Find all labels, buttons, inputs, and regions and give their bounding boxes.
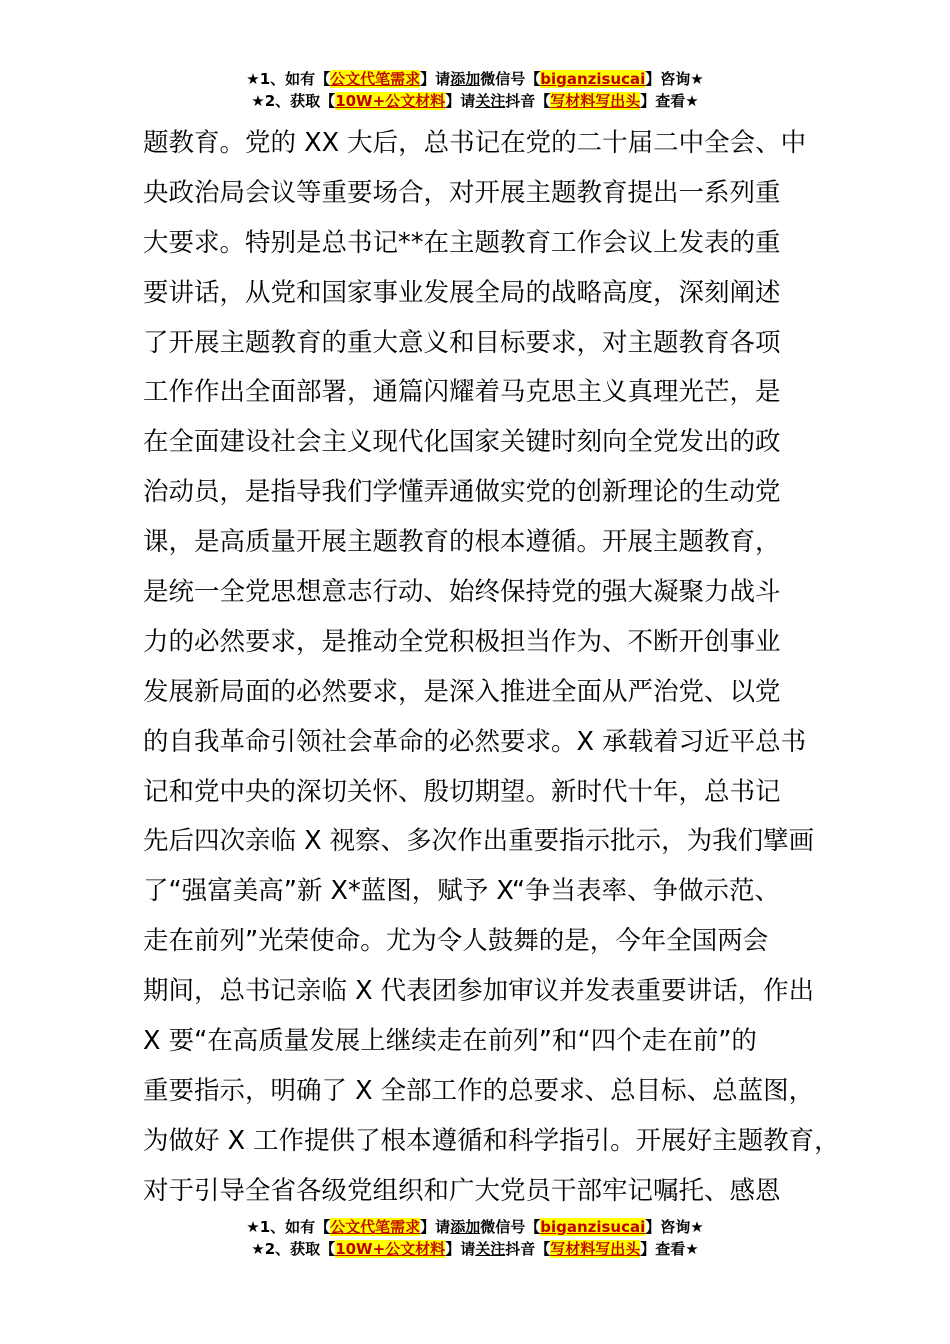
banner-text: 】咨询★ bbox=[645, 1218, 704, 1236]
text-line: 的自我革命引领社会革命的必然要求。X 承载着习近平总书 bbox=[143, 726, 807, 757]
highlight-text: 10W+公文材料 bbox=[335, 1240, 446, 1258]
banner-line-2 bbox=[0, 1238, 950, 1260]
text-line: 对于引导全省各级党组织和广大党员干部牢记嘱托、感恩 bbox=[143, 1175, 781, 1206]
banner-line-2 bbox=[0, 90, 950, 112]
text-line: 了“强富美高”新 X*蓝图，赋予 X“争当表率、争做示范、 bbox=[143, 876, 781, 907]
banner-text: ★1、如有【 bbox=[246, 70, 331, 88]
douyin-highlight: 写材料写出头 bbox=[550, 92, 641, 110]
text-line: 重要指示，明确了 X 全部工作的总要求、总目标、总蓝图， bbox=[143, 1075, 815, 1106]
text-line: 在全面建设社会主义现代化国家关键时刻向全党发出的政 bbox=[143, 427, 781, 458]
highlight-text: 10W+公文材料 bbox=[335, 92, 446, 110]
banner-text: 】查看★ bbox=[640, 92, 699, 110]
highlight-text: 公文代笔需求 bbox=[330, 70, 421, 88]
text-line: 工作作出全面部署，通篇闪耀着马克思主义真理光芒，是 bbox=[143, 377, 781, 408]
banner-text: 】请 bbox=[445, 1240, 476, 1258]
banner-line-1 bbox=[0, 1216, 950, 1238]
text-line: 为做好 X 工作提供了根本遵循和科学指引。开展好主题教育， bbox=[143, 1125, 840, 1156]
banner-text: 微信号【 bbox=[480, 1218, 541, 1236]
wechat-id-highlight: biganzisucai bbox=[540, 70, 646, 88]
text-line: 先后四次亲临 X 视察、多次作出重要指示批示，为我们擘画 bbox=[143, 826, 815, 857]
banner-text: 抖音【 bbox=[505, 92, 551, 110]
banner-text: 微信号【 bbox=[480, 70, 541, 88]
text-line: 力的必然要求，是推动全党积极担当作为、不断开创事业 bbox=[143, 626, 781, 657]
underlined-text: 关注 bbox=[475, 1240, 506, 1258]
banner-line-1 bbox=[0, 68, 950, 90]
banner-text: 抖音【 bbox=[505, 1240, 551, 1258]
text-line: X 要“在高质量发展上继续走在前列”和“四个走在前”的 bbox=[143, 1026, 757, 1057]
text-line: 要讲话，从党和国家事业发展全局的战略高度，深刻阐述 bbox=[143, 277, 781, 308]
text-line: 发展新局面的必然要求，是深入推进全面从严治党、以党 bbox=[143, 676, 781, 707]
text-line: 期间，总书记亲临 X 代表团参加审议并发表重要讲话，作出 bbox=[143, 976, 815, 1007]
document-body bbox=[143, 119, 840, 1217]
underlined-text: 关注 bbox=[475, 92, 506, 110]
text-line: 央政治局会议等重要场合，对开展主题教育提出一系列重 bbox=[143, 177, 781, 208]
douyin-highlight: 写材料写出头 bbox=[550, 1240, 641, 1258]
footer-banner bbox=[0, 1216, 950, 1260]
highlight-text: 公文代笔需求 bbox=[330, 1218, 421, 1236]
text-line: 课，是高质量开展主题教育的根本遵循。开展主题教育， bbox=[143, 527, 781, 558]
wechat-id-highlight: biganzisucai bbox=[540, 1218, 646, 1236]
banner-text: 】请 bbox=[445, 92, 476, 110]
text-line: 题教育。党的 XX 大后，总书记在党的二十届二中全会、中 bbox=[143, 128, 807, 158]
banner-text: ★1、如有【 bbox=[246, 1218, 331, 1236]
underlined-text: 添加 bbox=[450, 70, 481, 88]
banner-text: 】咨询★ bbox=[645, 70, 704, 88]
text-line: 记和党中央的深切关怀、殷切期望。新时代十年，总书记 bbox=[143, 776, 781, 807]
underlined-text: 添加 bbox=[450, 1218, 481, 1236]
text-line: 治动员，是指导我们学懂弄通做实党的创新理论的生动党 bbox=[143, 477, 781, 508]
header-banner bbox=[0, 68, 950, 112]
banner-text: ★2、获取【 bbox=[251, 1240, 336, 1258]
banner-text: 】请 bbox=[420, 1218, 451, 1236]
banner-text: ★2、获取【 bbox=[251, 92, 336, 110]
text-line: 大要求。特别是总书记**在主题教育工作会议上发表的重 bbox=[143, 227, 781, 258]
text-line: 是统一全党思想意志行动、始终保持党的强大凝聚力战斗 bbox=[143, 577, 781, 608]
banner-text: 】查看★ bbox=[640, 1240, 699, 1258]
text-line: 了开展主题教育的重大意义和目标要求，对主题教育各项 bbox=[143, 327, 781, 358]
banner-text: 】请 bbox=[420, 70, 451, 88]
text-line: 走在前列”光荣使命。尤为令人鼓舞的是，今年全国两会 bbox=[143, 926, 769, 957]
